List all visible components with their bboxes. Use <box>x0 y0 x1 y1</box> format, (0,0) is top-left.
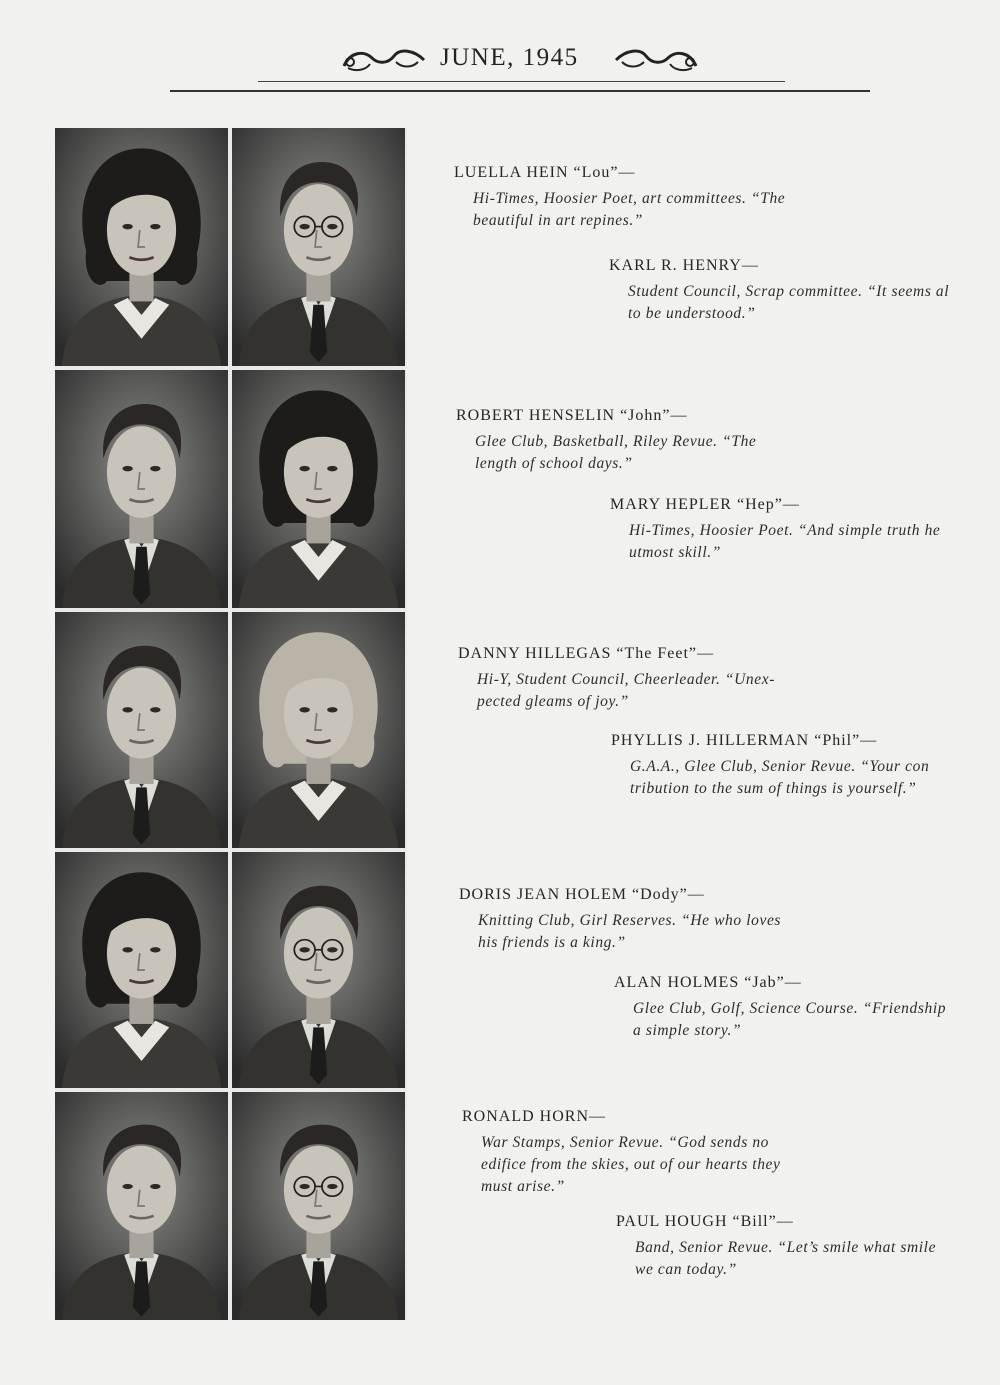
entry-phyllis-hillerman <box>611 732 929 800</box>
entry-name: PHYLLIS J. HILLERMAN “Phil”— <box>611 732 878 749</box>
entry-description: Student Council, Scrap committee. “It seems al to be understood.” <box>628 283 950 322</box>
entry-ronald-horn <box>462 1108 781 1198</box>
entry-name: RONALD HORN— <box>462 1108 606 1125</box>
entry-mary-hepler <box>610 496 940 564</box>
entry-paul-hough <box>616 1213 936 1281</box>
entry-karl-henry <box>609 257 949 325</box>
entry-description: Hi-Times, Hoosier Poet. “And simple truth he utmost skill.” <box>629 522 941 561</box>
entry-luella-hein <box>454 164 785 232</box>
entry-description: Glee Club, Basketball, Riley Revue. “The length of school days.” <box>475 433 757 472</box>
entry-robert-henselin <box>456 407 756 475</box>
entry-description: Band, Senior Revue. “Let’s smile what smile we can today.” <box>635 1239 937 1278</box>
entry-danny-hillegas <box>458 645 775 713</box>
entry-description: Knitting Club, Girl Reserves. “He who loves his friends is a king.” <box>478 912 782 951</box>
entry-description: Hi-Y, Student Council, Cheerleader. “Unex- pected gleams of joy.” <box>477 671 776 710</box>
entry-name: ROBERT HENSELIN “John”— <box>456 407 688 424</box>
entry-name: KARL R. HENRY— <box>609 257 759 274</box>
entry-name: PAUL HOUGH “Bill”— <box>616 1213 794 1230</box>
entry-description: Glee Club, Golf, Science Course. “Friendship a simple story.” <box>633 1000 947 1039</box>
entry-name: DANNY HILLEGAS “The Feet”— <box>458 645 715 662</box>
entry-name: ALAN HOLMES “Jab”— <box>614 974 802 991</box>
entry-name: DORIS JEAN HOLEM “Dody”— <box>459 886 705 903</box>
page-title: JUNE, 1945 <box>440 44 579 71</box>
entry-description: Hi-Times, Hoosier Poet, art committees. “The beautiful in art repines.” <box>473 190 786 229</box>
entry-alan-holmes <box>614 974 946 1042</box>
entry-description: War Stamps, Senior Revue. “God sends no edifice from the skies, out of our hearts they must arise.” <box>481 1134 781 1195</box>
entry-name: MARY HEPLER “Hep”— <box>610 496 800 513</box>
entry-name: LUELLA HEIN “Lou”— <box>454 164 636 181</box>
entry-description: G.A.A., Glee Club, Senior Revue. “Your con tribution to the sum of things is yourself.” <box>630 758 930 797</box>
entry-doris-jean-holem <box>459 886 781 954</box>
